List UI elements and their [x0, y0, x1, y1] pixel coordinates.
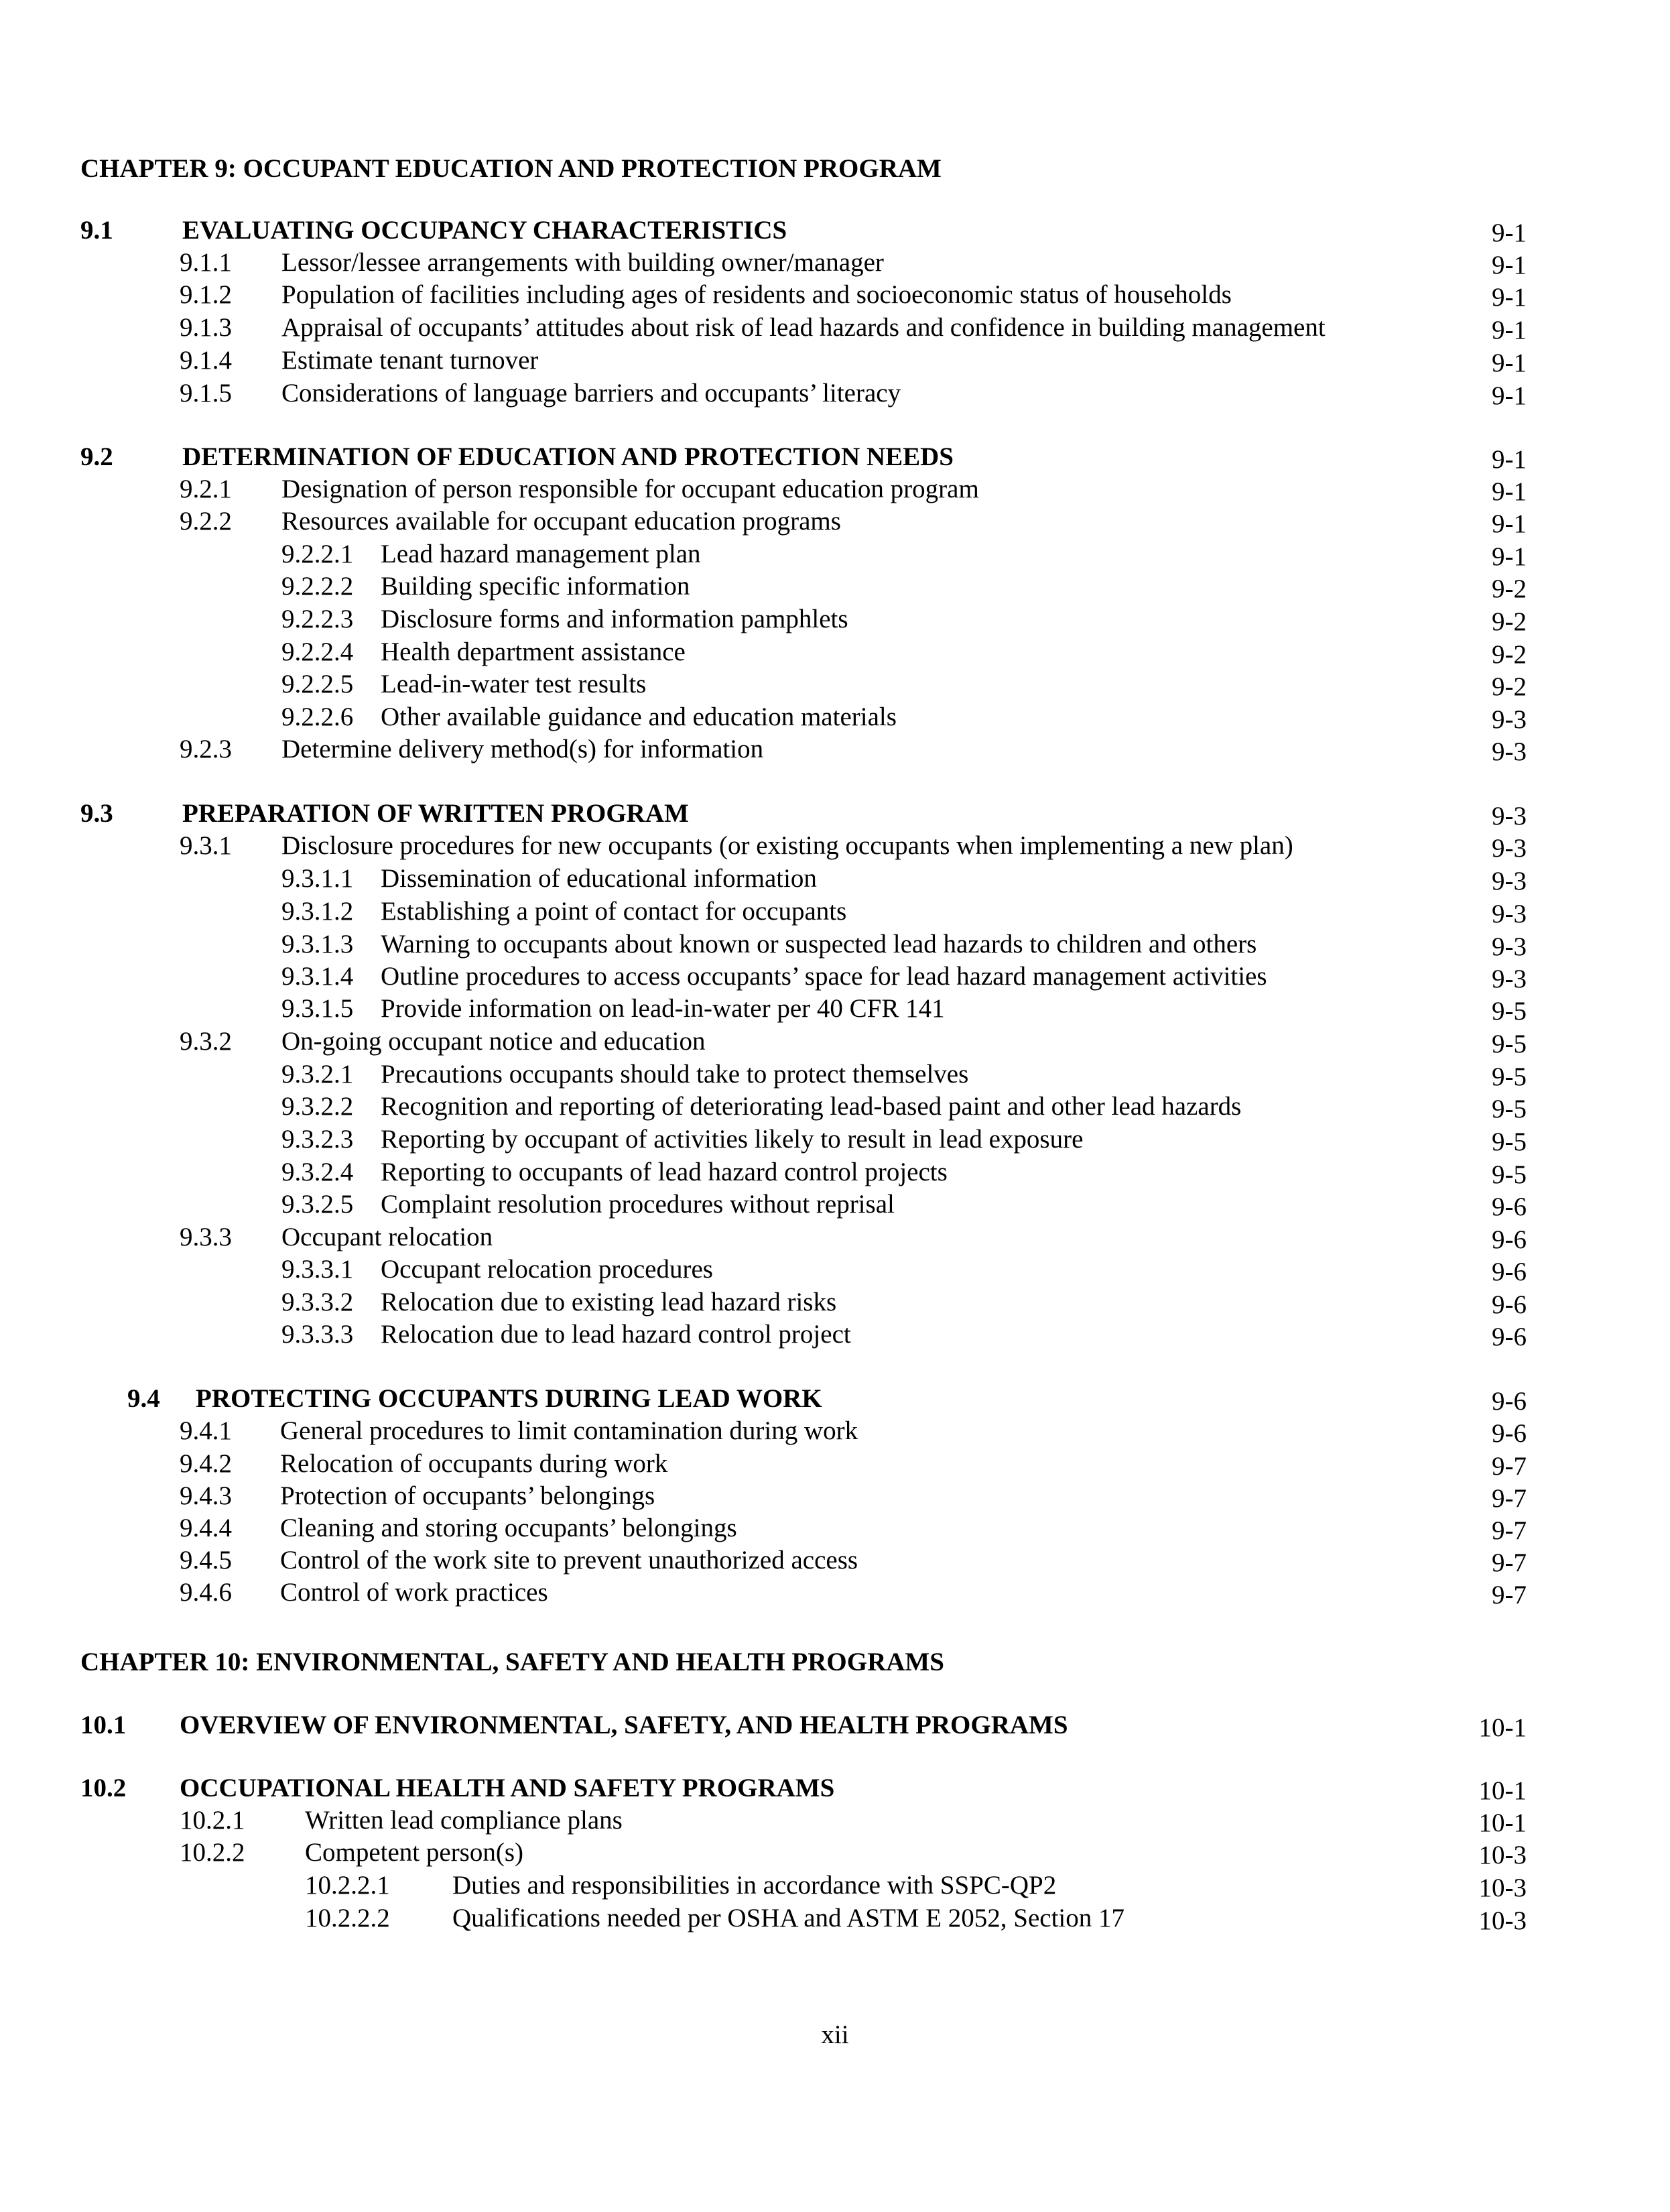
toc-entry-title: PREPARATION OF WRITTEN PROGRAM	[182, 799, 689, 828]
toc-entry-title: Lead-in-water test results	[381, 670, 647, 698]
toc-entry-title: Occupant relocation	[281, 1223, 493, 1251]
toc-entry-title: Health department assistance	[381, 637, 686, 666]
toc-entry-page: 10-3	[1478, 1873, 1527, 1902]
toc-entry-title: EVALUATING OCCUPANCY CHARACTERISTICS	[182, 216, 787, 245]
toc-entry-title: DETERMINATION OF EDUCATION AND PROTECTION NEEDS	[182, 442, 954, 471]
toc-entry-page: 9-7	[1492, 1581, 1527, 1609]
toc-entry-number: 9.3.2.1	[281, 1060, 354, 1089]
toc-entry-title: Disclosure procedures for new occupants (or existing occupants when implementing a new plan)	[281, 831, 1293, 860]
toc-entry-number: 10.2.2.2	[305, 1904, 390, 1932]
toc-entry-number: 9.3.3.2	[281, 1288, 354, 1316]
toc-entry-page: 9-1	[1492, 251, 1527, 280]
toc-entry-number: 9.1.4	[180, 346, 232, 375]
toc-entry-number: 9.3.1.3	[281, 930, 354, 959]
toc-entry-number: 9.3.1.5	[281, 994, 354, 1023]
toc-entry-number: 9.2.2.3	[281, 605, 354, 633]
toc-entry-page: 9-7	[1492, 1452, 1527, 1481]
toc-entry-title: Competent person(s)	[305, 1838, 524, 1867]
toc-entry-page: 9-7	[1492, 1516, 1527, 1545]
toc-entry-page: 9-5	[1492, 1095, 1527, 1123]
toc-entry-number: 9.3.1	[180, 831, 232, 860]
toc-entry-number: 9.4.5	[180, 1546, 232, 1575]
toc-entry-number: 9.2.2.5	[281, 670, 354, 698]
toc-entry-number: 9.2.2.6	[281, 702, 354, 731]
toc-entry-title: On-going occupant notice and education	[281, 1027, 706, 1056]
toc-entry-title: Provide information on lead-in-water per 40 CFR 141	[381, 994, 945, 1023]
toc-entry-title: Reporting to occupants of lead hazard control projects	[381, 1158, 948, 1186]
toc-entry-number: 9.3.3.1	[281, 1255, 354, 1284]
toc-entry-number: 9.2.2.2	[281, 572, 354, 601]
toc-entry-number: 9.3.2.4	[281, 1158, 354, 1186]
toc-entry-page: 10-1	[1478, 1713, 1527, 1742]
toc-entry-title: Considerations of language barriers and occupants’ literacy	[281, 379, 901, 408]
toc-entry-number: 9.4.3	[180, 1481, 232, 1510]
toc-entry-page: 9-6	[1492, 1387, 1527, 1416]
toc-entry-number: 9.3.2.2	[281, 1092, 354, 1121]
toc-entry-page: 9-3	[1492, 834, 1527, 863]
toc-entry-title: Other available guidance and education materials	[381, 702, 897, 731]
toc-entry-page: 9-6	[1492, 1290, 1527, 1319]
toc-entry-title: Relocation due to lead hazard control project	[381, 1320, 851, 1349]
toc-entry-page: 10-3	[1478, 1906, 1527, 1935]
toc-entry-number: 9.1.5	[180, 379, 232, 408]
toc-entry-title: Lead hazard management plan	[381, 540, 701, 568]
toc-entry-title: General procedures to limit contamination during work	[280, 1416, 858, 1445]
toc-entry-title: Lessor/lessee arrangements with building owner/manager	[281, 248, 884, 277]
toc-entry-page: 9-1	[1492, 283, 1527, 312]
toc-entry-number: 9.1	[80, 216, 113, 245]
toc-entry-title: Reporting by occupant of activities likely to result in lead exposure	[381, 1125, 1084, 1154]
toc-entry-number: 9.3.1.2	[281, 897, 354, 926]
toc-entry-number: 9.3.2.3	[281, 1125, 354, 1154]
toc-entry-page: 9-3	[1492, 737, 1527, 766]
toc-entry-number: 9.4.1	[180, 1416, 232, 1445]
toc-entry-title: Warning to occupants about known or suspected lead hazards to children and others	[381, 930, 1257, 959]
toc-entry-title: Protection of occupants’ belongings	[280, 1481, 655, 1510]
toc-entry-title: Qualifications needed per OSHA and ASTM E 2052, Section 17	[452, 1904, 1125, 1932]
toc-entry-title: Building specific information	[381, 572, 690, 601]
toc-entry-title: OCCUPATIONAL HEALTH AND SAFETY PROGRAMS	[180, 1774, 835, 1802]
toc-entry-page: 9-7	[1492, 1548, 1527, 1577]
toc-entry-number: 10.2.2	[180, 1838, 245, 1867]
toc-entry-number: 9.3.2	[180, 1027, 232, 1056]
toc-entry-page: 9-3	[1492, 867, 1527, 896]
toc-entry-title: Recognition and reporting of deteriorating lead-based paint and other lead hazards	[381, 1092, 1242, 1121]
toc-entry-title: Complaint resolution procedures without reprisal	[381, 1190, 895, 1219]
toc-entry-number: 9.3.2.5	[281, 1190, 354, 1219]
toc-entry-page: 9-1	[1492, 349, 1527, 377]
toc-entry-page: 9-2	[1492, 607, 1527, 636]
toc-entry-page: 9-5	[1492, 1030, 1527, 1058]
toc-entry-page: 9-7	[1492, 1484, 1527, 1513]
toc-entry-page: 9-5	[1492, 1127, 1527, 1156]
toc-entry-title: Population of facilities including ages of residents and socioeconomic status of households	[281, 280, 1232, 309]
toc-entry-number: 9.2.2	[180, 507, 232, 536]
toc-entry-number: 9.2.2.4	[281, 637, 354, 666]
toc-entry-page: 9-5	[1492, 997, 1527, 1026]
toc-entry-title: OVERVIEW OF ENVIRONMENTAL, SAFETY, AND HEALTH PROGRAMS	[180, 1711, 1068, 1739]
toc-entry-page: 10-1	[1478, 1808, 1527, 1837]
toc-entry-title: Control of work practices	[280, 1578, 548, 1607]
toc-entry-page: 9-1	[1492, 381, 1527, 410]
toc-entry-number: 9.1.1	[180, 248, 232, 277]
toc-entry-page: 9-1	[1492, 219, 1527, 247]
toc-entry-title: Cleaning and storing occupants’ belongings	[280, 1514, 737, 1542]
toc-entry-page: 9-2	[1492, 574, 1527, 603]
toc-entry-number: 9.1.3	[180, 313, 232, 342]
toc-entry-page: 9-3	[1492, 900, 1527, 928]
toc-entry-number: 10.2	[80, 1774, 127, 1802]
toc-entry-page: 9-3	[1492, 965, 1527, 993]
toc-entry-page: 9-6	[1492, 1257, 1527, 1286]
toc-entry-title: Precautions occupants should take to protect themselves	[381, 1060, 969, 1089]
toc-entry-page: 9-3	[1492, 705, 1527, 734]
toc-entry-title: Relocation due to existing lead hazard risks	[381, 1288, 837, 1316]
toc-entry-page: 9-3	[1492, 802, 1527, 831]
toc-entry-title: PROTECTING OCCUPANTS DURING LEAD WORK	[196, 1384, 822, 1413]
toc-entry-title: Designation of person responsible for occupant education program	[281, 475, 979, 503]
toc-entry-page: 9-1	[1492, 316, 1527, 345]
chapter-heading: CHAPTER 9: OCCUPANT EDUCATION AND PROTECTION PROGRAM	[80, 154, 942, 183]
toc-entry-title: Outline procedures to access occupants’ space for lead hazard management activities	[381, 962, 1267, 991]
toc-entry-number: 9.3.1.4	[281, 962, 354, 991]
toc-entry-page: 9-3	[1492, 932, 1527, 961]
toc-entry-title: Estimate tenant turnover	[281, 346, 539, 375]
toc-entry-page: 9-1	[1492, 477, 1527, 506]
toc-entry-title: Disclosure forms and information pamphlets	[381, 605, 848, 633]
toc-entry-title: Establishing a point of contact for occupants	[381, 897, 847, 926]
toc-entry-number: 9.2.3	[180, 735, 232, 763]
toc-entry-number: 10.2.1	[180, 1806, 245, 1835]
toc-entry-page: 9-1	[1492, 509, 1527, 538]
toc-entry-page: 10-3	[1478, 1841, 1527, 1869]
toc-entry-number: 9.4.2	[180, 1449, 232, 1478]
toc-entry-page: 9-5	[1492, 1160, 1527, 1189]
toc-entry-number: 9.1.2	[180, 280, 232, 309]
toc-entry-number: 9.4	[127, 1384, 160, 1413]
toc-entry-number: 9.2	[80, 442, 113, 471]
toc-entry-title: Determine delivery method(s) for information	[281, 735, 764, 763]
toc-entry-title: Written lead compliance plans	[305, 1806, 623, 1835]
toc-entry-number: 9.2.2.1	[281, 540, 354, 568]
toc-entry-number: 9.3.1.1	[281, 864, 354, 893]
toc-entry-page: 9-1	[1492, 542, 1527, 571]
toc-entry-number: 10.1	[80, 1711, 127, 1739]
toc-entry-number: 9.3.3	[180, 1223, 232, 1251]
toc-entry-page: 9-6	[1492, 1419, 1527, 1448]
toc-entry-page: 10-1	[1478, 1776, 1527, 1805]
toc-entry-title: Relocation of occupants during work	[280, 1449, 668, 1478]
toc-entry-title: Dissemination of educational information	[381, 864, 817, 893]
toc-entry-page: 9-1	[1492, 445, 1527, 474]
toc-entry-page: 9-2	[1492, 640, 1527, 669]
toc-entry-page: 9-6	[1492, 1225, 1527, 1254]
page-number-footer: xii	[821, 2020, 849, 2049]
toc-entry-title: Duties and responsibilities in accordance with SSPC-QP2	[452, 1871, 1057, 1900]
toc-entry-title: Appraisal of occupants’ attitudes about risk of lead hazards and confidence in building management	[281, 313, 1326, 342]
toc-entry-number: 9.3.3.3	[281, 1320, 354, 1349]
toc-entry-number: 9.2.1	[180, 475, 232, 503]
toc-entry-title: Control of the work site to prevent unauthorized access	[280, 1546, 858, 1575]
toc-entry-number: 9.4.6	[180, 1578, 232, 1607]
toc-entry-page: 9-2	[1492, 672, 1527, 701]
toc-entry-title: Resources available for occupant education programs	[281, 507, 841, 536]
toc-entry-number: 10.2.2.1	[305, 1871, 390, 1900]
toc-entry-number: 9.4.4	[180, 1514, 232, 1542]
toc-entry-number: 9.3	[80, 799, 113, 828]
chapter-heading: CHAPTER 10: ENVIRONMENTAL, SAFETY AND HEALTH PROGRAMS	[80, 1648, 944, 1676]
toc-entry-title: Occupant relocation procedures	[381, 1255, 713, 1284]
toc-entry-page: 9-5	[1492, 1062, 1527, 1091]
toc-entry-page: 9-6	[1492, 1192, 1527, 1221]
toc-entry-page: 9-6	[1492, 1323, 1527, 1351]
